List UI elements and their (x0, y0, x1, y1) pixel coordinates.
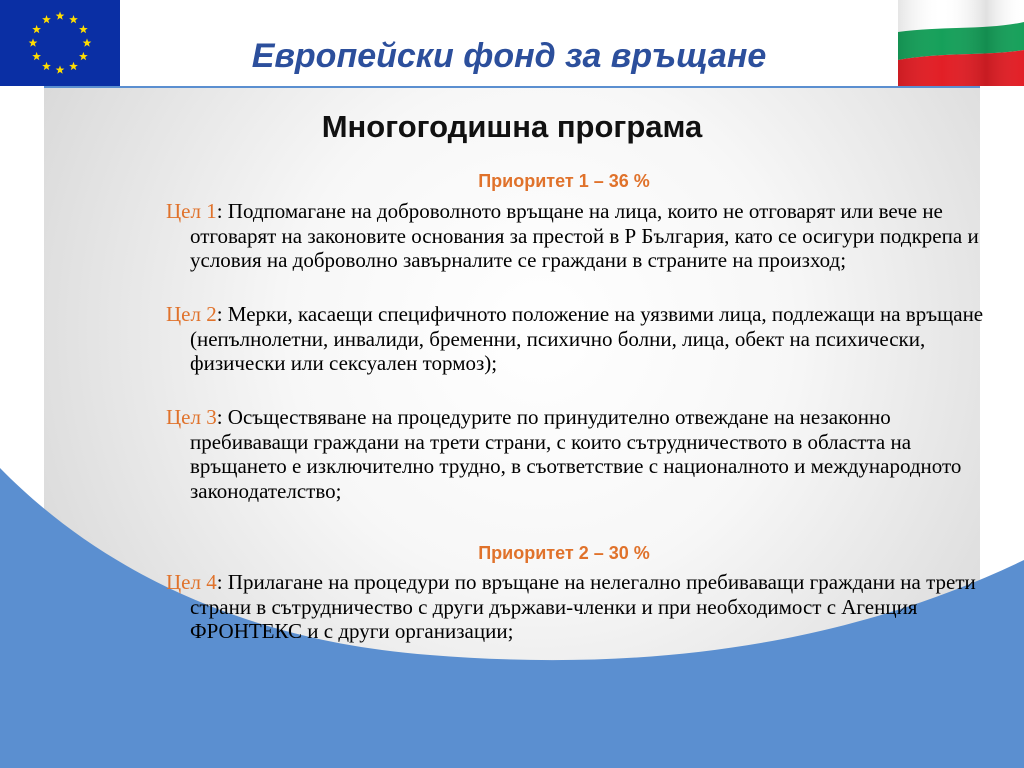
goal-4-label: Цел 4 (166, 570, 217, 594)
goal-2-text: : Мерки, касаещи специфичното положение на уязвими лица, подлежащи на връщане (непълнолетни, инвалиди, бременни, психично болни, лица, обект на психически, физически или сексуален тормоз); (190, 302, 984, 375)
goal-3 (166, 405, 990, 503)
bulgaria-flag-icon (898, 0, 1024, 86)
slide-subtitle: Многогодишна програма (321, 109, 703, 144)
priority-2-heading: Приоритет 2 – 30 % (478, 543, 650, 563)
header-divider (44, 86, 980, 88)
main-title: Европейски фонд за връщане (251, 37, 767, 75)
goal-2 (166, 302, 990, 376)
priority-1-heading: Приоритет 1 – 36 % (478, 171, 650, 191)
goal-3-text: : Осъществяване на процедурите по принудително отвеждане на незаконно пребиваващи граждани на трети страни, с които сътрудничеството в областта на връщането е изключително трудно, в съответствие с националното и международното законодателство; (190, 405, 962, 503)
header (0, 0, 1024, 86)
goal-3-label: Цел 3 (166, 405, 217, 429)
goal-4 (166, 570, 990, 644)
goal-1-label: Цел 1 (166, 199, 217, 223)
goal-1-text: : Подпомагане на доброволното връщане на лица, които не отговарят или вече не отговарят на законовите основания за престой в Р България, като се осигури подкрепа и условия на доброволно завърналите се граждани в страните на произход; (190, 199, 979, 272)
eu-flag-icon (0, 0, 120, 86)
goal-4-text: : Прилагане на процедури по връщане на нелегално пребиваващи граждани на трети страни в сътрудничество с други държави-членки и при необходимост с Агенция ФРОНТЕКС и с други организации; (190, 570, 976, 643)
goal-1 (166, 199, 990, 273)
goal-2-label: Цел 2 (166, 302, 217, 326)
